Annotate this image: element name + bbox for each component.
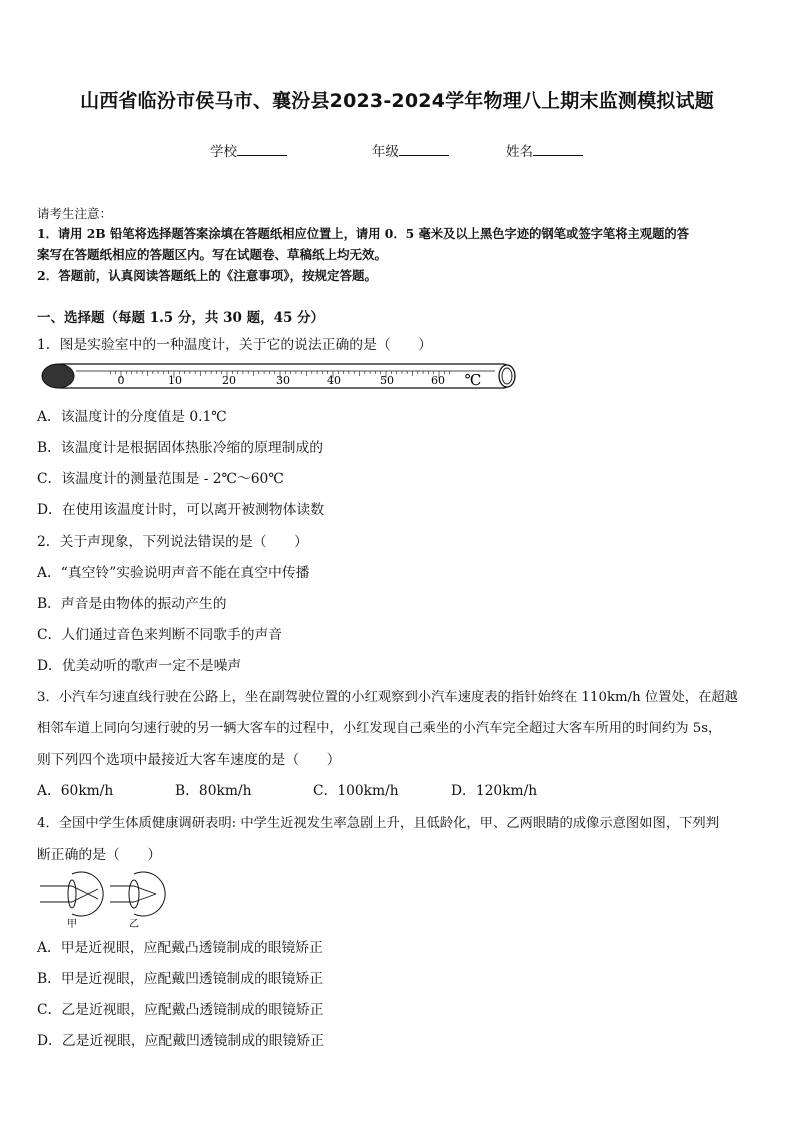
eye-diagram	[38, 866, 168, 930]
notice-item1-line1: 1．请用 2B 铅笔将选择题答案涂填在答题纸相应位置上，请用 0．5 毫米及以上黑色字迹的钢笔或签字笔将主观题的答	[37, 226, 689, 241]
thermometer-bulb	[42, 364, 74, 388]
thermometer-unit: ℃	[464, 371, 482, 389]
notice-item2: 2．答题前，认真阅读答题纸上的《注意事项》，按规定答题。	[37, 268, 377, 283]
q2-option-c: C．人们通过音色来判断不同歌手的声音	[37, 627, 283, 643]
thermometer-label-10: 10	[168, 374, 182, 387]
q1-stem: 1．图是实验室中的一种温度计，关于它的说法正确的是（ ）	[37, 337, 433, 353]
q4-option-a: A．甲是近视眼，应配戴凸透镜制成的眼镜矫正	[37, 940, 323, 956]
q2-stem: 2．关于声现象，下列说法错误的是（ ）	[37, 534, 308, 550]
thermometer-end-ring	[502, 368, 512, 384]
thermometer-figure	[40, 358, 520, 394]
school-blank	[237, 143, 287, 156]
q1-option-c: C．该温度计的测量范围是 - 2℃～60℃	[37, 471, 284, 487]
eye-yi-lens	[129, 880, 139, 908]
eye-jia	[40, 872, 103, 930]
section-heading: 一、选择题（每题 1.5 分，共 30 题，45 分）	[37, 310, 325, 326]
grade-blank	[399, 143, 449, 156]
q4-option-d: D．乙是近视眼，应配戴凹透镜制成的眼镜矫正	[37, 1033, 324, 1049]
name-label: 姓名	[506, 144, 533, 160]
name-blank	[533, 143, 583, 156]
q4-option-c: C．乙是近视眼，应配戴凸透镜制成的眼镜矫正	[37, 1002, 324, 1018]
notice-item1-line2: 案写在答题纸相应的答题区内。写在试题卷、草稿纸上均无效。	[37, 247, 388, 262]
thermometer-label-30: 30	[276, 374, 290, 387]
q4-option-b: B．甲是近视眼，应配戴凹透镜制成的眼镜矫正	[37, 971, 324, 987]
name-field	[506, 140, 583, 160]
eye-yi-label: 乙	[129, 919, 139, 930]
q2-option-b: B．声音是由物体的振动产生的	[37, 596, 227, 612]
eye-yi	[110, 872, 165, 930]
q1-option-b: B．该温度计是根据固体热胀冷缩的原理制成的	[37, 440, 324, 456]
q4-stem-line1: 4．全国中学生体质健康调研表明: 中学生近视发生率急剧上升，且低龄化，甲、乙两眼睛的成像示意图如图，下列判	[37, 816, 720, 831]
thermometer-label-0: 0	[117, 374, 125, 387]
q1-option-a: A．该温度计的分度值是 0.1℃	[37, 409, 227, 425]
thermometer-label-40: 40	[327, 374, 341, 387]
eye-jia-lens	[68, 880, 76, 908]
eye-jia-label: 甲	[67, 919, 77, 930]
page-title: 山西省临汾市侯马市、襄汾县2023-2024学年物理八上期末监测模拟试题	[80, 90, 714, 112]
thermometer-label-50: 50	[380, 374, 394, 387]
q4-stem-line2: 断正确的是（ ）	[37, 847, 162, 863]
q3-option-c: C．100km/h	[313, 783, 399, 799]
school-field	[210, 140, 287, 160]
grade-label: 年级	[372, 144, 399, 160]
thermometer-label-20: 20	[222, 374, 236, 387]
thermometer-label-60: 60	[431, 374, 445, 387]
q3-stem-line1: 3．小汽车匀速直线行驶在公路上，坐在副驾驶位置的小红观察到小汽车速度表的指针始终在 110km/h 位置处，在超越	[37, 690, 738, 705]
school-label: 学校	[210, 144, 237, 160]
q3-option-a: A．60km/h	[37, 783, 114, 799]
q3-option-b: B．80km/h	[175, 783, 252, 799]
grade-field	[372, 140, 449, 160]
q3-stem-line3: 则下列四个选项中最接近大客车速度的是（ ）	[37, 752, 341, 768]
notice-heading: 请考生注意：	[37, 206, 113, 221]
q1-option-d: D．在使用该温度计时，可以离开被测物体读数	[37, 502, 324, 518]
q2-option-a: A．“真空铃”实验说明声音不能在真空中传播	[37, 565, 310, 581]
q3-stem-line2: 相邻车道上同向匀速行驶的另一辆大客车的过程中，小红发现自己乘坐的小汽车完全超过大客车所用的时间约为 5s，	[37, 721, 722, 736]
q3-option-d: D．120km/h	[451, 783, 538, 799]
q2-option-d: D．优美动听的歌声一定不是噪声	[37, 658, 242, 674]
